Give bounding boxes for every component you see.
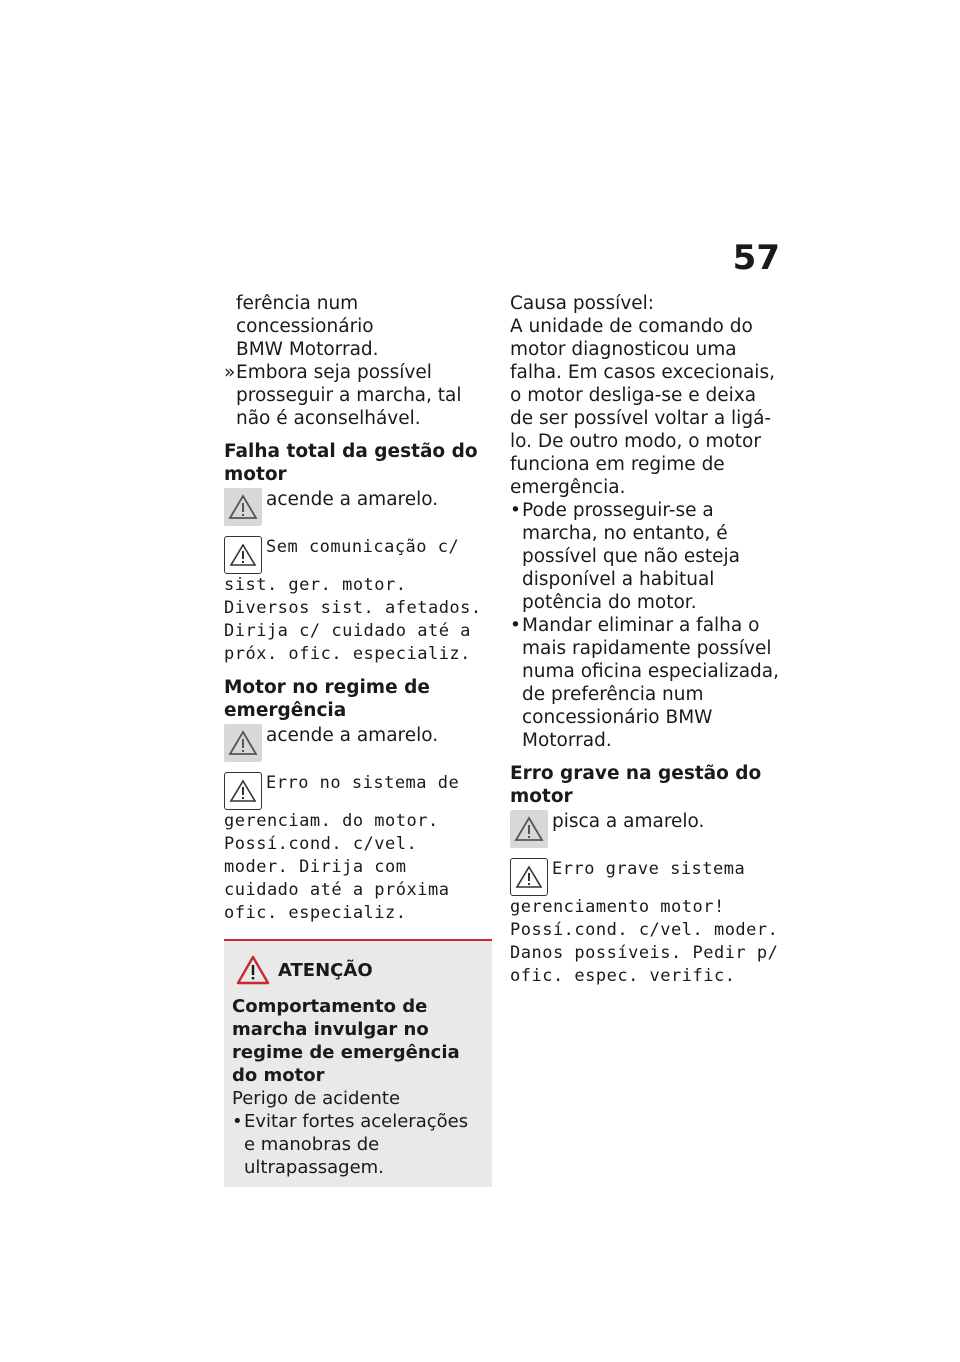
indicator-text-1: acende a amarelo. bbox=[266, 489, 439, 510]
warning-triangle-outline-icon bbox=[224, 772, 262, 810]
indicator-text-3: pisca a amarelo. bbox=[552, 811, 705, 832]
display-message-1-rest: sist. ger. motor. Diversos sist. afetados. Dirija c/ cuidado até a próx. ofic. especializ. bbox=[224, 575, 482, 664]
caution-bullet-mark: • bbox=[232, 1111, 243, 1132]
caution-bullet-text: Evitar fortes acelerações e manobras de ultrapassagem. bbox=[244, 1111, 469, 1178]
section-title-emergency-mode: Motor no regime de emergência bbox=[224, 677, 430, 721]
display-message-2-rest: gerenciam. do motor. Possí.cond. c/vel. moder. Dirija com cuidado até a próxima ofic. especializ. bbox=[224, 811, 450, 923]
page-number: 57 bbox=[732, 238, 780, 278]
display-message-3 bbox=[510, 858, 785, 988]
right-column bbox=[510, 292, 785, 988]
step-mark: » bbox=[224, 362, 236, 383]
display-message-3-line1: Erro grave sistema bbox=[552, 859, 746, 879]
step-text: Embora seja possível prosseguir a marcha, tal não é aconselhável. bbox=[236, 362, 462, 429]
list-item bbox=[510, 499, 785, 614]
warning-triangle-icon bbox=[510, 810, 548, 848]
list-item bbox=[510, 614, 785, 752]
caution-box bbox=[224, 939, 492, 1187]
warning-triangle-icon bbox=[224, 724, 262, 762]
bullet-mark: • bbox=[510, 500, 521, 521]
display-message-2 bbox=[224, 772, 492, 925]
display-message-3-rest: gerenciamento motor! Possí.cond. c/vel. moder. Danos possíveis. Pedir p/ ofic. espec. verific. bbox=[510, 897, 779, 986]
display-message-2-line1: Erro no sistema de bbox=[266, 773, 460, 793]
intro-line-1: ferência num concessionário bbox=[236, 293, 374, 337]
cause-label: Causa possível: bbox=[510, 293, 655, 314]
display-message-1-line1: Sem comunicação c/ bbox=[266, 537, 460, 557]
indicator-row-2 bbox=[224, 724, 492, 762]
caution-title: Comportamento de marcha invulgar no regime de emergência do motor bbox=[232, 996, 460, 1086]
warning-triangle-icon bbox=[224, 488, 262, 526]
bullet-text-1: Pode prosseguir-se a marcha, no entanto, é possível que não esteja disponível a habitual potência do motor. bbox=[522, 500, 740, 613]
intro-line-2: BMW Motorrad. bbox=[236, 339, 379, 360]
caution-label: ATENÇÃO bbox=[278, 959, 373, 981]
display-message-1 bbox=[224, 536, 492, 666]
step-item bbox=[224, 361, 492, 430]
section-title-severe-error: Erro grave na gestão do motor bbox=[510, 763, 762, 807]
warning-triangle-outline-icon bbox=[224, 536, 262, 574]
caution-triangle-icon bbox=[236, 955, 270, 985]
caution-text: Perigo de acidente bbox=[232, 1088, 401, 1109]
warning-triangle-outline-icon bbox=[510, 858, 548, 896]
bullet-text-2: Mandar eliminar a falha o mais rapidamente possível numa oficina especializada, de preferência num concessionário BMW Motorrad. bbox=[522, 615, 779, 751]
section-title-total-failure: Falha total da gestão do motor bbox=[224, 441, 478, 485]
caution-header bbox=[232, 955, 484, 985]
indicator-row-3 bbox=[510, 810, 785, 848]
indicator-text-2: acende a amarelo. bbox=[266, 725, 439, 746]
indicator-row-1 bbox=[224, 488, 492, 526]
left-column bbox=[224, 292, 492, 1187]
bullet-mark: • bbox=[510, 615, 521, 636]
caution-bullet bbox=[232, 1110, 484, 1179]
cause-text: A unidade de comando do motor diagnosticou uma falha. Em casos excecionais, o motor desliga-se e deixa de ser possível voltar a ligá-lo. De outro modo, o motor funciona em regime de emergência. bbox=[510, 316, 775, 498]
